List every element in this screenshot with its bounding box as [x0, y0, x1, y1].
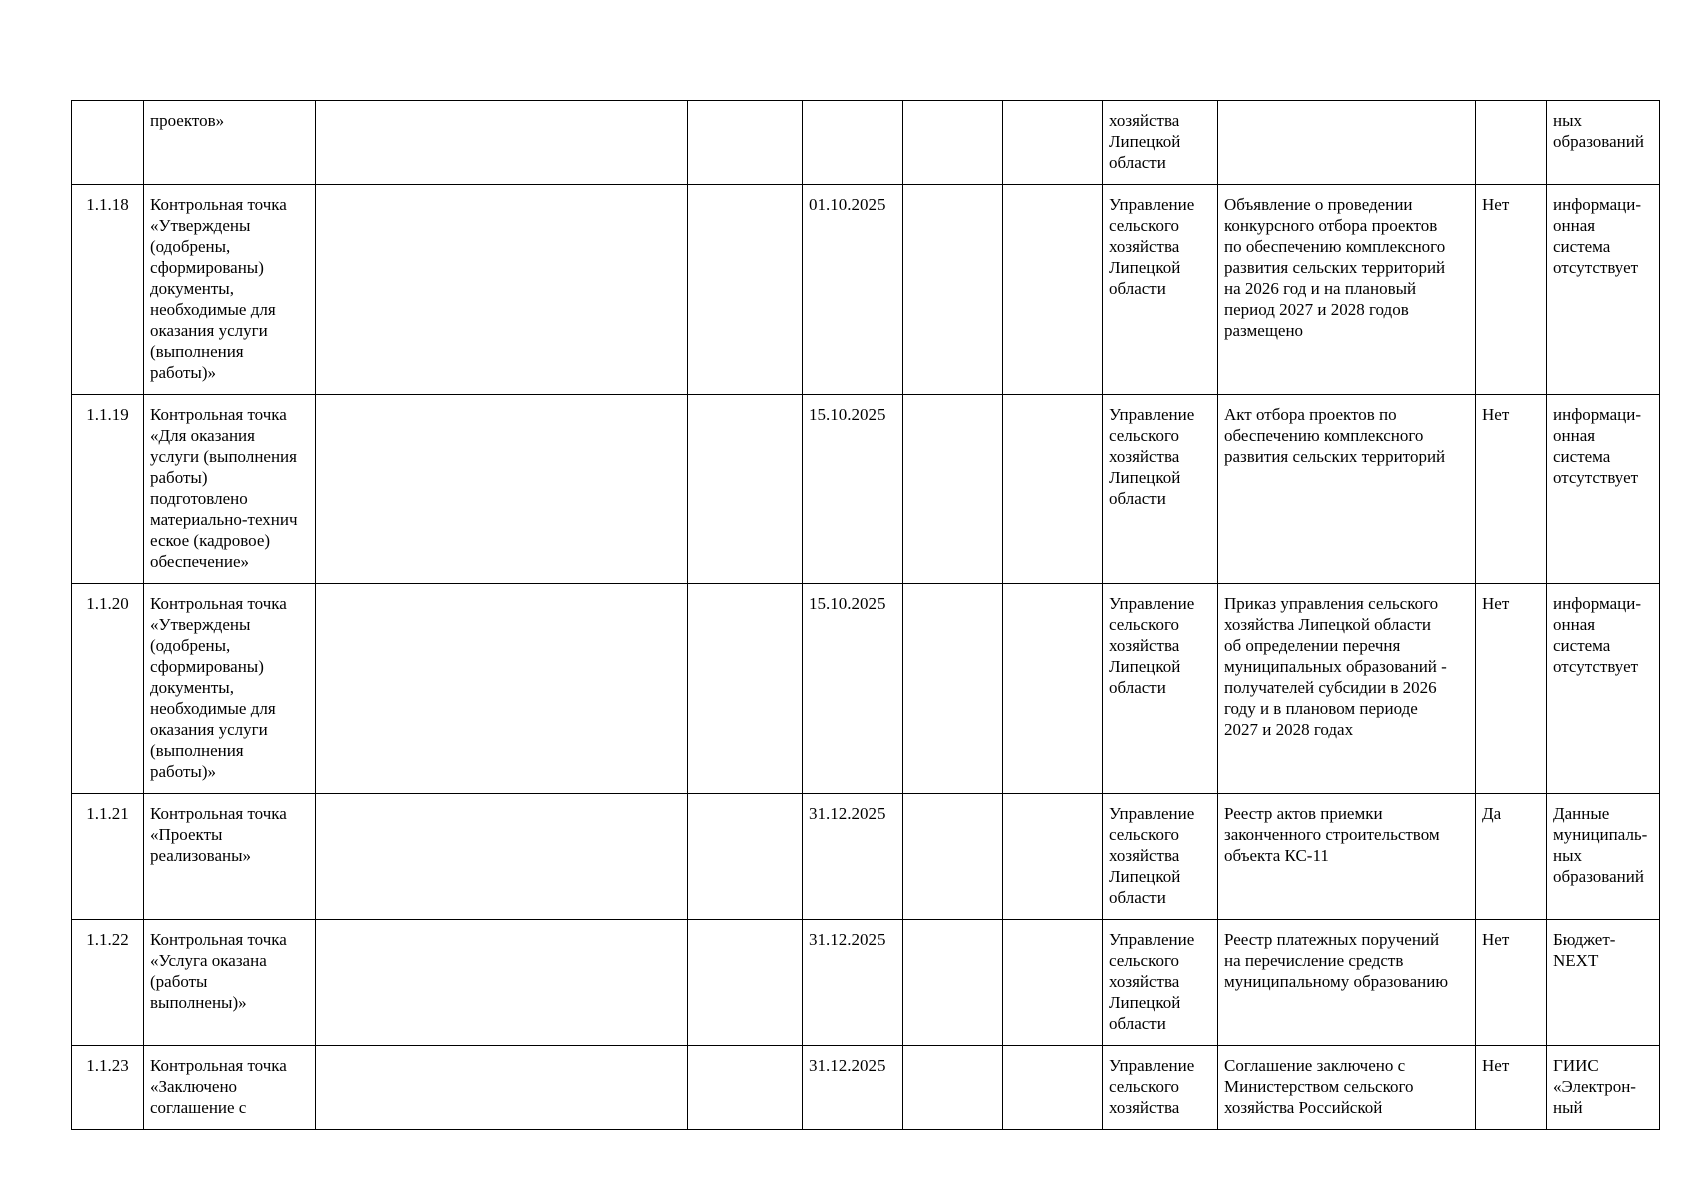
empty-cell — [903, 584, 1003, 794]
information-system: Бюджет- NEXT — [1553, 930, 1616, 970]
yes-no-flag: Нет — [1482, 930, 1510, 949]
empty-cell — [688, 101, 803, 185]
responsible-executor: Управление сельского хозяйства — [1109, 1056, 1195, 1117]
document-cell — [1218, 395, 1476, 584]
system-cell — [1547, 794, 1660, 920]
confirming-document: Соглашение заключено с Министерством сельского хозяйства Российской — [1224, 1056, 1414, 1117]
empty-cell — [1003, 584, 1103, 794]
row-number-cell — [72, 584, 144, 794]
information-system: Данные муниципаль- ных образований — [1553, 804, 1648, 886]
empty-cell — [903, 794, 1003, 920]
deadline-date: 15.10.2025 — [809, 594, 886, 613]
date-cell — [803, 395, 903, 584]
confirming-document: Акт отбора проектов по обеспечению комплексного развития сельских территорий — [1224, 405, 1446, 466]
deadline-date: 31.12.2025 — [809, 1056, 886, 1075]
yes-no-flag: Нет — [1482, 195, 1510, 214]
empty-cell — [316, 920, 688, 1046]
document-cell — [1218, 101, 1476, 185]
empty-cell — [316, 395, 688, 584]
responsible-cell — [1103, 584, 1218, 794]
date-cell — [803, 1046, 903, 1130]
responsible-executor: Управление сельского хозяйства Липецкой области — [1109, 195, 1195, 298]
date-cell — [803, 101, 903, 185]
yes-no-flag: Нет — [1482, 1056, 1510, 1075]
responsible-executor: Управление сельского хозяйства Липецкой области — [1109, 594, 1195, 697]
information-system: ГИИС «Электрон- ный — [1553, 1056, 1636, 1117]
system-cell — [1547, 101, 1660, 185]
document-cell — [1218, 185, 1476, 395]
control-point-name: проектов» — [150, 111, 225, 130]
system-cell — [1547, 1046, 1660, 1130]
table-row — [72, 185, 1660, 395]
empty-cell — [903, 1046, 1003, 1130]
row-number: 1.1.18 — [86, 195, 129, 214]
empty-cell — [1003, 1046, 1103, 1130]
responsible-cell — [1103, 920, 1218, 1046]
responsible-executor: хозяйства Липецкой области — [1109, 111, 1181, 172]
control-point-name: Контрольная точка «Услуга оказана (работы выполнены)» — [150, 930, 287, 1012]
empty-cell — [316, 101, 688, 185]
empty-cell — [316, 185, 688, 395]
information-system: информаци- онная система отсутствует — [1553, 594, 1641, 676]
empty-cell — [903, 101, 1003, 185]
system-cell — [1547, 584, 1660, 794]
control-point-name: Контрольная точка «Проекты реализованы» — [150, 804, 287, 865]
empty-cell — [688, 794, 803, 920]
document-cell — [1218, 1046, 1476, 1130]
row-number: 1.1.23 — [86, 1056, 129, 1075]
responsible-cell — [1103, 794, 1218, 920]
flag-cell — [1476, 1046, 1547, 1130]
row-number-cell — [72, 1046, 144, 1130]
empty-cell — [688, 1046, 803, 1130]
yes-no-flag: Нет — [1482, 594, 1510, 613]
empty-cell — [688, 584, 803, 794]
name-cell — [144, 185, 316, 395]
name-cell — [144, 1046, 316, 1130]
row-number-cell — [72, 395, 144, 584]
table-row — [72, 584, 1660, 794]
flag-cell — [1476, 395, 1547, 584]
yes-no-flag: Нет — [1482, 405, 1510, 424]
table-row — [72, 920, 1660, 1046]
confirming-document: Объявление о проведении конкурсного отбора проектов по обеспечению комплексного развития сельских территорий на 2026 год и на плановый период 2027 и 2028 годов размещено — [1224, 195, 1446, 340]
row-number-cell — [72, 794, 144, 920]
date-cell — [803, 584, 903, 794]
table-row — [72, 395, 1660, 584]
empty-cell — [316, 584, 688, 794]
control-point-name: Контрольная точка «Для оказания услуги (выполнения работы) подготовлено материально-технич еское (кадровое) обеспечение» — [150, 405, 298, 571]
system-cell — [1547, 185, 1660, 395]
empty-cell — [688, 395, 803, 584]
name-cell — [144, 920, 316, 1046]
empty-cell — [1003, 794, 1103, 920]
system-cell — [1547, 395, 1660, 584]
confirming-document: Приказ управления сельского хозяйства Липецкой области об определении перечня муниципальных образований - получателей субсидии в 2026 году и в плановом периоде 2027 и 2028 годах — [1224, 594, 1447, 739]
empty-cell — [903, 920, 1003, 1046]
responsible-cell — [1103, 1046, 1218, 1130]
yes-no-flag: Да — [1482, 804, 1502, 823]
name-cell — [144, 794, 316, 920]
row-number-cell — [72, 920, 144, 1046]
deadline-date: 15.10.2025 — [809, 405, 886, 424]
row-number: 1.1.22 — [86, 930, 129, 949]
responsible-cell — [1103, 185, 1218, 395]
row-number: 1.1.21 — [86, 804, 129, 823]
flag-cell — [1476, 101, 1547, 185]
name-cell — [144, 395, 316, 584]
empty-cell — [1003, 920, 1103, 1046]
empty-cell — [903, 395, 1003, 584]
table-row — [72, 1046, 1660, 1130]
empty-cell — [1003, 101, 1103, 185]
deadline-date: 31.12.2025 — [809, 804, 886, 823]
responsible-cell — [1103, 101, 1218, 185]
control-point-name: Контрольная точка «Утверждены (одобрены, сформированы) документы, необходимые для оказания услуги (выполнения работы)» — [150, 594, 287, 781]
name-cell — [144, 584, 316, 794]
name-cell — [144, 101, 316, 185]
date-cell — [803, 794, 903, 920]
deadline-date: 01.10.2025 — [809, 195, 886, 214]
empty-cell — [688, 185, 803, 395]
system-cell — [1547, 920, 1660, 1046]
control-point-name: Контрольная точка «Заключено соглашение с — [150, 1056, 287, 1117]
responsible-executor: Управление сельского хозяйства Липецкой области — [1109, 405, 1195, 508]
control-point-name: Контрольная точка «Утверждены (одобрены, сформированы) документы, необходимые для оказания услуги (выполнения работы)» — [150, 195, 287, 382]
row-number-cell — [72, 101, 144, 185]
flag-cell — [1476, 920, 1547, 1046]
confirming-document: Реестр актов приемки законченного строительством объекта КС-11 — [1224, 804, 1440, 865]
responsible-executor: Управление сельского хозяйства Липецкой области — [1109, 804, 1195, 907]
date-cell — [803, 185, 903, 395]
flag-cell — [1476, 794, 1547, 920]
row-number-cell — [72, 185, 144, 395]
empty-cell — [1003, 185, 1103, 395]
document-cell — [1218, 794, 1476, 920]
empty-cell — [316, 794, 688, 920]
responsible-cell — [1103, 395, 1218, 584]
confirming-document: Реестр платежных поручений на перечисление средств муниципальному образованию — [1224, 930, 1449, 991]
empty-cell — [316, 1046, 688, 1130]
document-cell — [1218, 584, 1476, 794]
row-number: 1.1.20 — [86, 594, 129, 613]
empty-cell — [1003, 395, 1103, 584]
table-row — [72, 101, 1660, 185]
document-cell — [1218, 920, 1476, 1046]
flag-cell — [1476, 584, 1547, 794]
information-system: ных образований — [1553, 111, 1644, 151]
table-row — [72, 794, 1660, 920]
empty-cell — [688, 920, 803, 1046]
empty-cell — [903, 185, 1003, 395]
information-system: информаци- онная система отсутствует — [1553, 405, 1641, 487]
flag-cell — [1476, 185, 1547, 395]
control-points-table — [71, 100, 1660, 1130]
date-cell — [803, 920, 903, 1046]
row-number: 1.1.19 — [86, 405, 129, 424]
responsible-executor: Управление сельского хозяйства Липецкой области — [1109, 930, 1195, 1033]
deadline-date: 31.12.2025 — [809, 930, 886, 949]
information-system: информаци- онная система отсутствует — [1553, 195, 1641, 277]
